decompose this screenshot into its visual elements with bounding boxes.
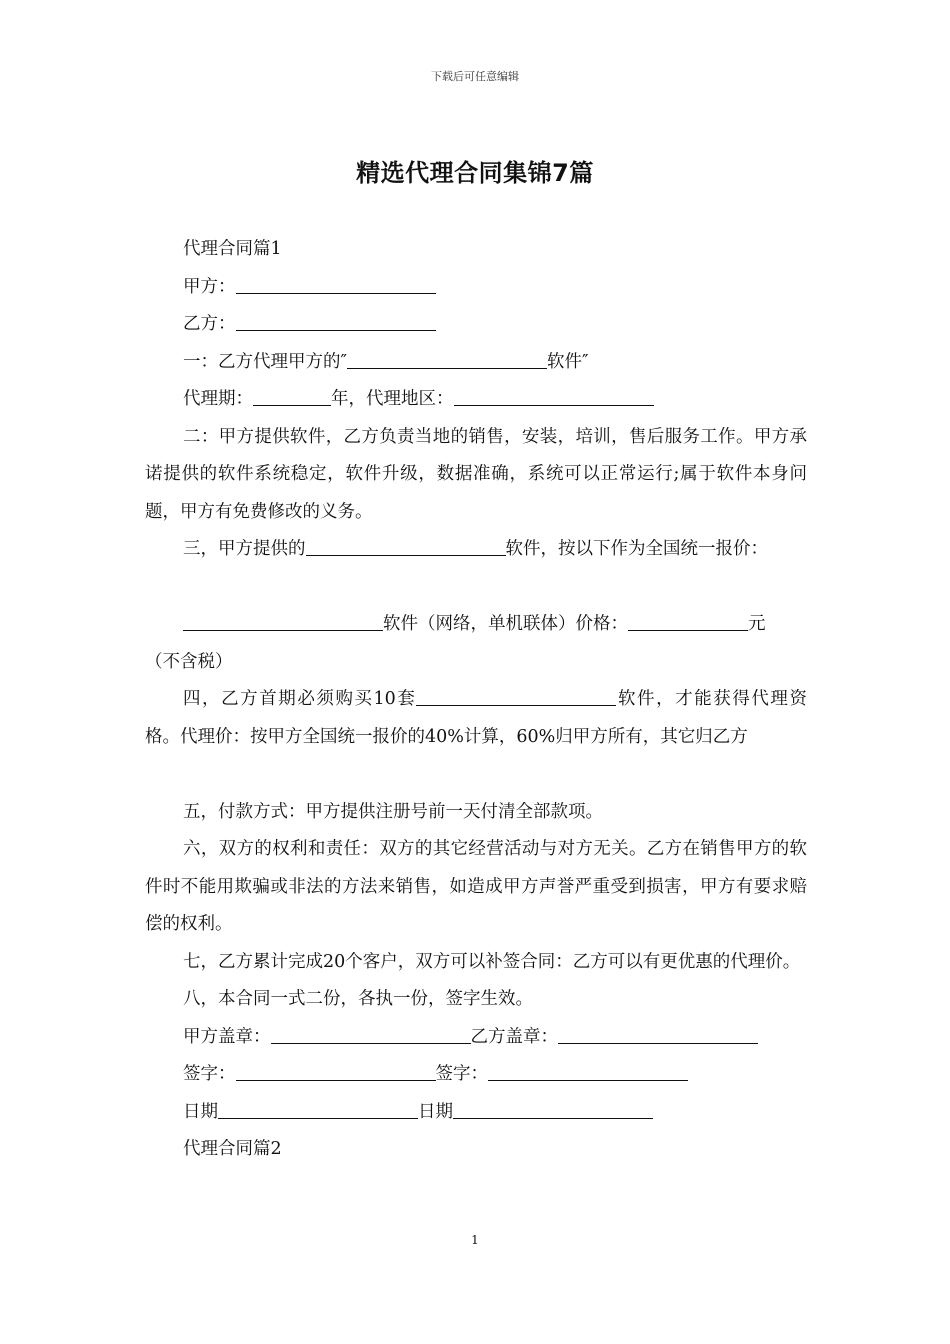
party-a-date-blank (218, 1096, 418, 1119)
signature-line: 签字： 签字： (145, 1056, 807, 1094)
section-heading-2: 代理合同篇2 (183, 1139, 282, 1159)
section-heading-1: 代理合同篇1 (183, 239, 282, 259)
clause-7-paragraph: 七，乙方累计完成20个客户，双方可以补签合同：乙方可以有更优惠的代理价。 (183, 951, 801, 972)
clause-2-paragraph: 二：甲方提供软件，乙方负责当地的销售，安装，培训，售后服务工作。甲方承诺提供的软件系统稳定，软件升级，数据准确，系统可以正常运行;属于软件本身问题，甲方有免费修改的义务。 (145, 426, 807, 522)
party-b-seal-blank (558, 1021, 758, 1044)
party-a-line: 甲方： (145, 269, 807, 307)
clause-3-line: 三，甲方提供的 软件，按以下作为全国统一报价： (145, 531, 807, 569)
purchase-software-blank (416, 683, 616, 706)
date-line: 日期 日期 (145, 1094, 807, 1132)
tax-note-line: （不含税） (145, 651, 233, 672)
clause-8-line: 八，本合同一式二份，各执一份，签字生效。 (183, 989, 533, 1009)
agency-period-line: 代理期： 年，代理地区： (145, 381, 807, 419)
seal-line: 甲方盖章： 乙方盖章： (145, 1019, 807, 1057)
document-title: 精选代理合同集锦7篇 (356, 159, 594, 187)
clause-4-paragraph: 四，乙方首期必须购买10套 软件，才能获得代理资格。代理价：按甲方全国统一报价的40%计算，60%归甲方所有，其它归乙方 (145, 681, 807, 756)
header-note: 下载后可任意编辑 (431, 70, 519, 83)
document-body (145, 231, 807, 1169)
party-b-line: 乙方： (145, 306, 807, 344)
party-b-blank (236, 308, 436, 331)
region-blank (454, 383, 654, 406)
spacer (145, 756, 807, 794)
party-a-signature-blank (236, 1058, 436, 1081)
party-a-blank (236, 271, 436, 294)
price-line: 软件（网络，单机联体）价格： 元 (145, 606, 807, 644)
party-b-signature-blank (488, 1058, 688, 1081)
price-blank (628, 608, 748, 631)
provided-software-blank (306, 533, 506, 556)
party-b-date-blank (453, 1096, 653, 1119)
clause-5-line: 五，付款方式：甲方提供注册号前一天付清全部款项。 (183, 801, 603, 822)
clause-1-line: 一：乙方代理甲方的″ 软件″ (145, 344, 807, 382)
clause-6-paragraph: 六，双方的权利和责任：双方的其它经营活动与对方无关。乙方在销售甲方的软件时不能用欺骗或非法的方法来销售，如造成甲方声誉严重受到损害，甲方有要求赔偿的权利。 (145, 839, 807, 934)
party-a-seal-blank (271, 1021, 471, 1044)
page-number: 1 (471, 1233, 479, 1247)
software-name-blank (347, 346, 547, 369)
price-software-blank (183, 608, 383, 631)
period-blank (253, 383, 331, 406)
spacer (145, 569, 807, 607)
